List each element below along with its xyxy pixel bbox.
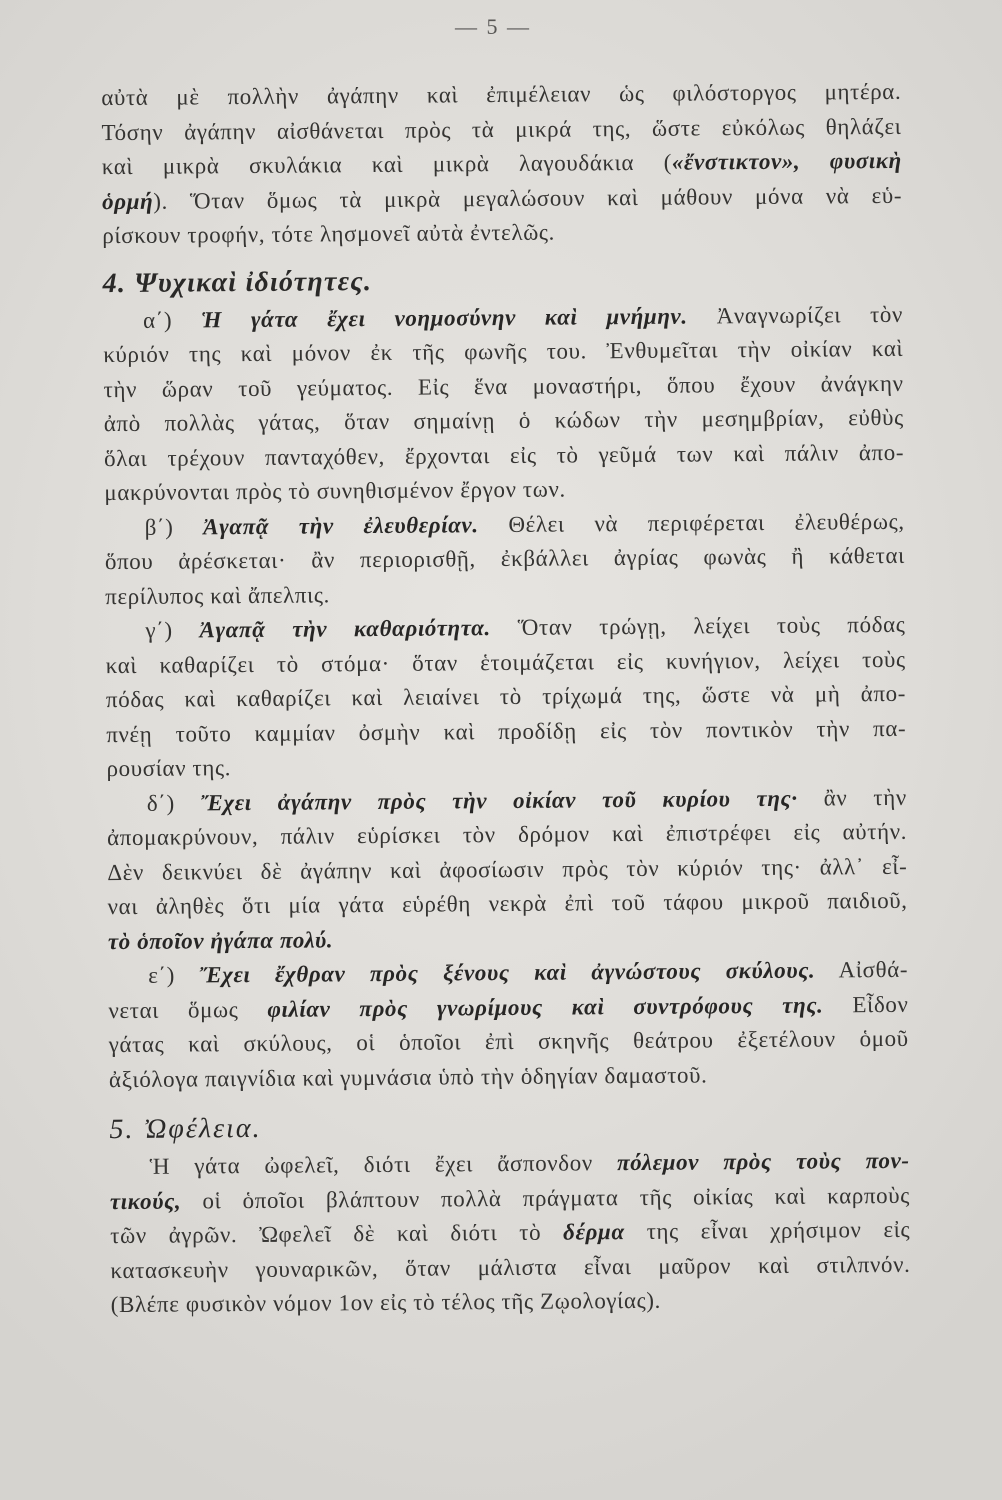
text-segment: νεται ὅμως	[108, 996, 268, 1023]
intro-paragraph	[101, 75, 902, 254]
text-line	[105, 539, 905, 580]
text-segment: ρίσκουν τροφήν, τότε λησμονεῖ αὐτὰ ἐντελῶς.	[102, 219, 556, 249]
property-item-e	[108, 953, 909, 1097]
text-segment: Θέλει νὰ περιφέρεται ἐλευθέρως,	[478, 508, 905, 537]
text-segment: Αἰσθά-	[815, 956, 909, 983]
property-item-d	[107, 780, 908, 959]
text-line	[107, 884, 907, 925]
page-text	[101, 75, 911, 1323]
bold-term: τικούς,	[109, 1188, 182, 1214]
text-line	[106, 711, 906, 752]
item-label: γ΄)	[145, 617, 200, 643]
text-segment: ὅλαι τρέχουν πανταχόθεν, ἔρχονται εἰς τὸ γεῦμά των καὶ πάλιν ἀπο-	[103, 439, 905, 471]
text-line	[102, 144, 902, 185]
text-segment: περίλυπος καὶ ἄπελπις.	[105, 581, 331, 609]
text-line	[104, 401, 904, 442]
text-segment: τὴν ὥραν τοῦ γεύματος. Εἰς ἕνα μοναστήρι, ὅπου ἔχουν ἀνάγκην	[103, 370, 904, 402]
text-line	[111, 1282, 911, 1323]
property-item-b	[105, 504, 906, 614]
bold-term: Ἀγαπᾷ τὴν ἐλευθερίαν.	[203, 511, 479, 539]
text-segment: καὶ καθαρίζει τὸ στόμα· ὅταν ἑτοιμάζεται εἰς κυνήγιον, λείχει τοὺς	[105, 646, 906, 678]
item-label: ε΄)	[148, 962, 200, 988]
text-segment: Εἶδον	[823, 991, 909, 1018]
bold-term: Ἀγαπᾷ τὴν καθαριότητα.	[199, 615, 491, 643]
text-segment: πόδας καὶ καθαρίζει καὶ λειαίνει τὸ τρίχωμά της, ὥστε νὰ μὴ ἀπο-	[105, 680, 907, 713]
text-line	[101, 75, 901, 116]
text-segment: αὐτὰ μὲ πολλὴν ἀγάπην καὶ ἐπιμέλειαν ὡς φιλόστοργος μητέρα.	[101, 78, 902, 111]
bold-term: δέρμα	[563, 1219, 625, 1245]
property-item-a	[103, 297, 905, 510]
text-segment: Τόσην ἀγάπην αἰσθάνεται πρὸς τὰ μικρά της, ὥστε εὐκόλως θηλάζει	[101, 113, 902, 145]
item-label: α΄)	[142, 306, 202, 333]
text-segment: ὅπου ἀρέσκεται· ἂν περιορισθῇ, ἐκβάλλει ἀγρίας φωνὰς ἢ κάθεται	[104, 542, 905, 575]
text-line	[108, 953, 908, 994]
text-segment: ἀξιόλογα παιγνίδια καὶ γυμνάσια ὑπὸ τὴν ὁδηγίαν δαμαστοῦ.	[108, 1061, 708, 1092]
text-segment: μακρύνονται πρὸς τὸ συνηθισμένον ἔργον των.	[104, 476, 566, 506]
text-line	[103, 332, 903, 373]
text-segment: ἀπὸ πολλὰς γάτας, ὅταν σημαίνῃ ὁ κώδων τὴν μεσημβρίαν, εὐθὺς	[103, 404, 904, 437]
text-segment: καὶ μικρὰ σκυλάκια καὶ μικρὰ λαγουδάκια (	[101, 149, 672, 180]
text-line	[104, 435, 904, 476]
text-segment: ). Ὅταν ὅμως τὰ μικρὰ μεγαλώσουν καὶ μάθουν μόνα νὰ εὑ-	[153, 182, 903, 214]
bold-term: «ἔνστικτον», φυσικὴ	[671, 147, 902, 175]
text-segment: Ἡ γάτα ὠφελεῖ, διότι ἔχει ἄσπονδον	[149, 1150, 618, 1179]
bold-term: Ἔχει ἔχθραν πρὸς ξένους καὶ ἀγνώστους σκύλους.	[199, 957, 816, 988]
text-segment: Δὲν δεικνύει δὲ ἀγάπην καὶ ἀφοσίωσιν πρὸς τὸν κύριόν της· ἀλλ᾽ εἶ-	[107, 853, 908, 885]
text-line	[105, 608, 905, 649]
text-segment: Ἀναγνωρίζει τὸν	[687, 301, 904, 329]
text-line	[109, 1056, 909, 1097]
property-item-c	[105, 608, 906, 787]
bold-term: φιλίαν πρὸς γνωρίμους καὶ συντρόφους της.	[267, 992, 824, 1022]
page-number: — 5 —	[455, 14, 531, 39]
text-line	[102, 213, 902, 254]
text-segment: ἀπομακρύνουν, πάλιν εὑρίσκει τὸν δρόμον καὶ ἐπιστρέφει εἰς αὐτήν.	[106, 818, 908, 851]
text-segment: κατασκευὴν γουναρικῶν, ὅταν μάλιστα εἶναι μαῦρον καὶ στιλπνόν.	[110, 1251, 911, 1283]
section-heading: 4. Ψυχικαὶ ἰδιότητες.	[102, 265, 373, 299]
text-line	[106, 677, 906, 718]
bold-term: ὁρμή	[101, 188, 154, 214]
text-line	[110, 1213, 910, 1254]
bold-term: Ἔχει ἀγάπην πρὸς τὴν οἰκίαν τοῦ κυρίου της·	[200, 785, 798, 815]
item-label: δ΄)	[146, 789, 201, 816]
item-label: β΄)	[144, 513, 204, 540]
text-segment: της εἶναι χρήσιμον εἰς	[624, 1216, 911, 1245]
bold-term: Ἡ γάτα ἔχει νοημοσύνην καὶ μνήμην.	[201, 303, 688, 332]
text-segment: οἱ ὁποῖοι βλάπτουν πολλὰ πράγματα τῆς οἰκίας καὶ καρποὺς	[181, 1182, 911, 1214]
text-line	[107, 815, 907, 856]
section-heading: 5. Ὠφέλεια.	[109, 1112, 262, 1146]
text-line	[110, 1144, 910, 1185]
bold-term: πόλεμον πρὸς τοὺς πον-	[616, 1147, 910, 1176]
text-line	[110, 1247, 910, 1288]
text-segment: ρουσίαν της.	[106, 755, 232, 782]
benefit-paragraph	[110, 1144, 911, 1323]
text-segment: κύριόν της καὶ μόνον ἐκ τῆς φωνῆς του. Ἐνθυμεῖται τὴν οἰκίαν καὶ	[103, 335, 904, 368]
text-segment: Ὅταν τρώγῃ, λείχει τοὺς πόδας	[490, 611, 906, 641]
text-line	[109, 1022, 909, 1063]
text-segment: πνέῃ τοῦτο καμμίαν ὀσμὴν καὶ προδίδῃ εἰς τὸν ποντικὸν τὴν πα-	[106, 715, 907, 747]
text-segment: ναι ἀληθὲς ὅτι μία γάτα εὑρέθη νεκρὰ ἐπὶ τοῦ τάφου μικροῦ παιδιοῦ,	[107, 887, 908, 920]
text-segment: ἂν τὴν	[797, 784, 907, 811]
bold-term: τὸ ὁποῖον ἠγάπα πολύ.	[107, 926, 334, 954]
text-segment: γάτας καὶ σκύλους, οἱ ὁποῖοι ἐπὶ σκηνῆς θεάτρου ἐξετέλουν ὁμοῦ	[108, 1025, 909, 1058]
text-line	[102, 178, 902, 219]
text-segment: (Βλέπε φυσικὸν νόμον 1ον εἰς τὸ τέλος τῆς Ζῳολογίας).	[110, 1287, 661, 1318]
text-segment: τῶν ἀγρῶν. Ὠφελεῖ δὲ καὶ διότι τὸ	[110, 1219, 564, 1249]
